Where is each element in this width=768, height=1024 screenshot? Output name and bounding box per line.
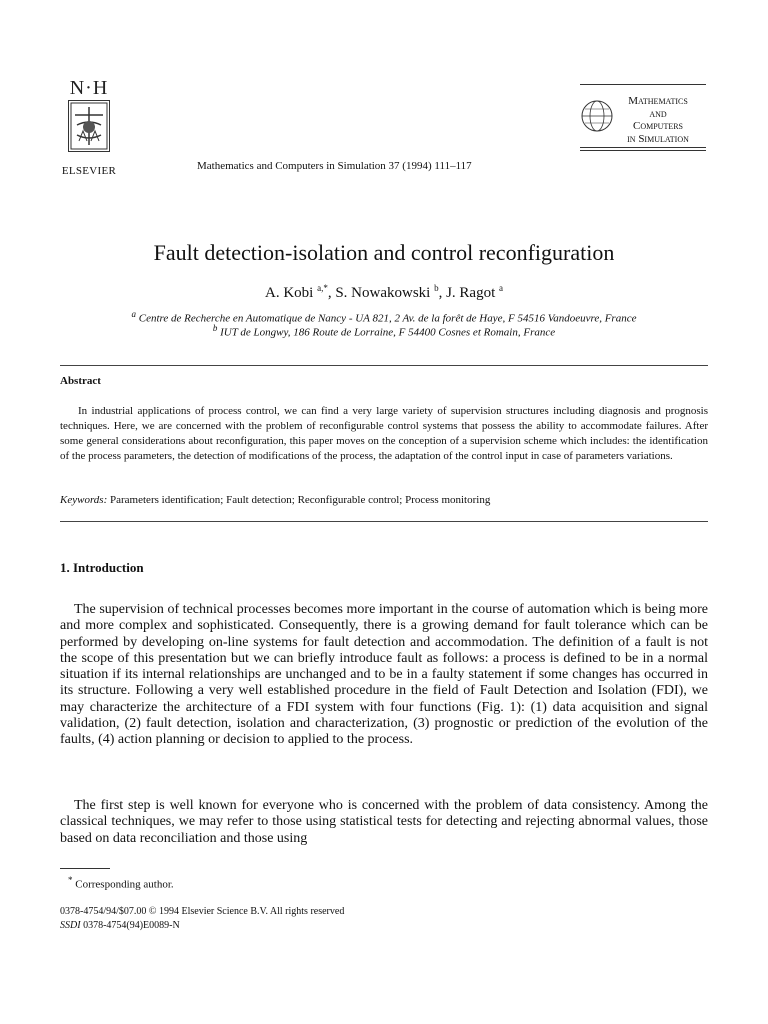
author-list: A. Kobi $^{a,*}$, S. Nowakowski $^b$, J. Ragot $^a$ — [264, 283, 504, 301]
body-paragraph: The supervision of technical processes becomes more important in the course of automation which is being more and more complex and sophisticated. Consequently, there is a growing demand for fault tolerance which can be performed by developing on-line systems for fault detection and accommodation. The definition of a fault is not the scope of this presentation but we can briefly introduce fault as follows: a process is defined to be in a normal situation if its internal relationships are unchanged and to be in a faulty statement if some changes has occurred in its structure. Following a very well established procedure in the field of Fault Detection and Isolation (FDI), we may characterize the architecture of a FDI system with four functions (Fig. 1): (1) data acquisition and signal validation, (2) fault detection, isolation and characterization, (3) prognostic or prediction of the evolution of the faults, (4) action planning or decision to applied to the process. — [60, 602, 708, 748]
section-heading: 1. Introduction — [60, 560, 144, 575]
journal-name-line: in Simulation — [627, 132, 689, 145]
publisher-mark: N·H — [69, 77, 109, 99]
author-affil-mark: b — [434, 283, 439, 293]
abstract-text: In industrial applications of process control, we can find a very large variety of supervision structures including diagnosis and prognosis techniques. Here, we are concerned with the problem of reconfigurable control systems that possess the ability to accommodate failures. After some general considerations about reconfiguration, this paper moves on the conception of a supervision scheme which includes: the identification of the process parameters, the detection of modifications of the process, the adaptation of the control input in case of parameters variations. — [60, 405, 708, 462]
ssdi-line — [60, 920, 180, 931]
publisher-logo — [52, 78, 126, 177]
publisher-name: ELSEVIER — [61, 165, 117, 177]
abstract-top-rule — [60, 365, 708, 366]
keywords-label: Keywords: — [60, 494, 108, 506]
author-name: A. Kobi — [264, 285, 314, 301]
journal-mark — [580, 84, 706, 151]
ssdi-label: SSDI — [60, 920, 81, 931]
copyright-line: 0378-4754/94/$07.00 © 1994 Elsevier Science B.V. All rights reserved — [60, 906, 345, 917]
crest-icon — [68, 100, 110, 152]
ssdi-code: 0378-4754(94)E0089-N — [83, 920, 180, 931]
footnote-mark: * — [68, 875, 73, 885]
affiliation-b — [0, 323, 768, 339]
affiliation-mark: b — [212, 323, 218, 333]
journal-top-rule — [580, 84, 706, 85]
author-name: J. Ragot — [446, 285, 496, 301]
paper-title: Fault detection-isolation and control reconfiguration — [153, 240, 615, 265]
journal-citation: Mathematics and Computers in Simulation 37 (1994) 111–117 — [197, 160, 472, 172]
globe-icon — [580, 99, 614, 133]
author-affil-mark: a,* — [317, 283, 328, 293]
footnote-text: Corresponding author. — [75, 878, 174, 891]
journal-name-line: Mathematics — [628, 95, 688, 107]
journal-name-line: Computers — [632, 120, 683, 132]
abstract-heading: Abstract — [60, 375, 101, 387]
affiliation-text: Centre de Recherche en Automatique de Nancy - UA 821, 2 Av. de la forêt de Haye, F 54516 Vandoeuvre, France — [138, 312, 637, 325]
journal-bottom-rule — [580, 147, 706, 151]
keywords-text: Parameters identification; Fault detection; Reconfigurable control; Process monitoring — [110, 494, 491, 506]
affiliation-text: IUT de Longwy, 186 Route de Lorraine, F 54400 Cosnes et Romain, France — [220, 326, 556, 339]
keywords — [60, 494, 708, 506]
body-paragraph: The first step is well known for everyone who is concerned with the problem of data consistency. Among the classical techniques, we may refer to those using statistical tests for detecting and rejecting abnormal values, those based on data reconciliation and those using — [60, 798, 708, 846]
journal-name-line: and — [649, 107, 667, 120]
author-name: S. Nowakowski — [335, 285, 431, 301]
author-affil-mark: a — [499, 283, 504, 293]
footnote-rule — [60, 868, 110, 869]
abstract-bottom-rule — [60, 521, 708, 522]
affiliation-mark: a — [131, 309, 137, 319]
footnote — [68, 875, 174, 891]
journal-name — [610, 95, 706, 145]
